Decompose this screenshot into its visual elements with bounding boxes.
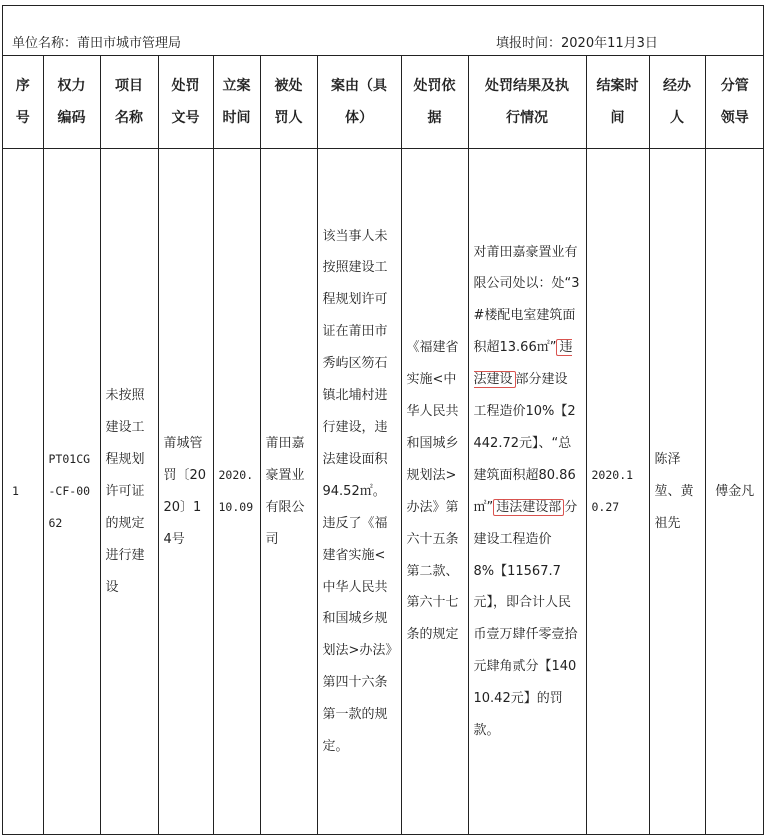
penalty-record-sheet: [2, 5, 764, 835]
col-header-seq: 序 号: [3, 56, 43, 148]
table-row: [3, 148, 764, 835]
cell-basis: 《福建省实施<中华人民共和国城乡规划法>办法》第六十五条第二款、第六十七条的规定: [401, 148, 468, 835]
highlight-box-2: 违法建设部: [493, 499, 564, 516]
result-text: 对莆田嘉豪置业有限公司处以：处“3#楼配电室建筑面积超13.66㎡” 违法建设 部分建设工程造价10%【2442.72元】、“总建筑面积超80.86㎡” 违法建设部 分建设工程造价8%【11567.7元】，即合计人民币壹万肆仟零壹拾元肆角贰分【14010.42元】的罚款。: [473, 244, 580, 739]
cell-filing-date: 2020.10.09: [213, 148, 260, 835]
col-header-power-code: 权力 编码: [43, 56, 100, 148]
cell-leader: 傅金凡: [705, 148, 764, 835]
cell-doc-no: 莆城管罚〔2020〕14号: [158, 148, 213, 835]
cell-power-code: PT01CG-CF-0062: [43, 148, 100, 835]
highlight-box-1: 违法建设: [473, 340, 573, 388]
cell-seq: 1: [3, 148, 43, 835]
cell-cause: 该当事人未按照建设工程规划许可证在莆田市秀屿区笏石镇北埔村进行建设，违法建设面积94.52㎡。违反了《福建省实施<中华人民共和国城乡规划法>办法》第四十六条第一款的规定。: [317, 148, 401, 835]
col-header-item-name: 项目 名称: [100, 56, 158, 148]
col-header-penalized: 被处 罚人: [260, 56, 317, 148]
cell-handler: 陈泽堃、黄祖先: [649, 148, 705, 835]
col-header-basis: 处罚依 据: [401, 56, 468, 148]
penalty-table: [3, 56, 764, 835]
col-header-result: 处罚结果及执 行情况: [468, 56, 586, 148]
cell-item-name: 未按照建设工程规划许可证的规定进行建设: [100, 148, 158, 835]
cell-penalized: 莆田嘉豪置业有限公司: [260, 148, 317, 835]
table-header-row: [3, 56, 764, 148]
col-header-cause: 案由（具 体）: [317, 56, 401, 148]
cell-result: [468, 148, 586, 835]
col-header-handler: 经办 人: [649, 56, 705, 148]
cell-close-date: 2020.10.27: [586, 148, 649, 835]
col-header-leader: 分管 领导: [705, 56, 764, 148]
col-header-filing-date: 立案 时间: [213, 56, 260, 148]
unit-name: 单位名称：莆田市城市管理局: [12, 36, 182, 51]
col-header-doc-no: 处罚 文号: [158, 56, 213, 148]
sheet-info-row: [3, 6, 763, 56]
col-header-close-date: 结案时 间: [586, 56, 649, 148]
report-time: 填报时间：2020年11月3日: [496, 36, 658, 51]
